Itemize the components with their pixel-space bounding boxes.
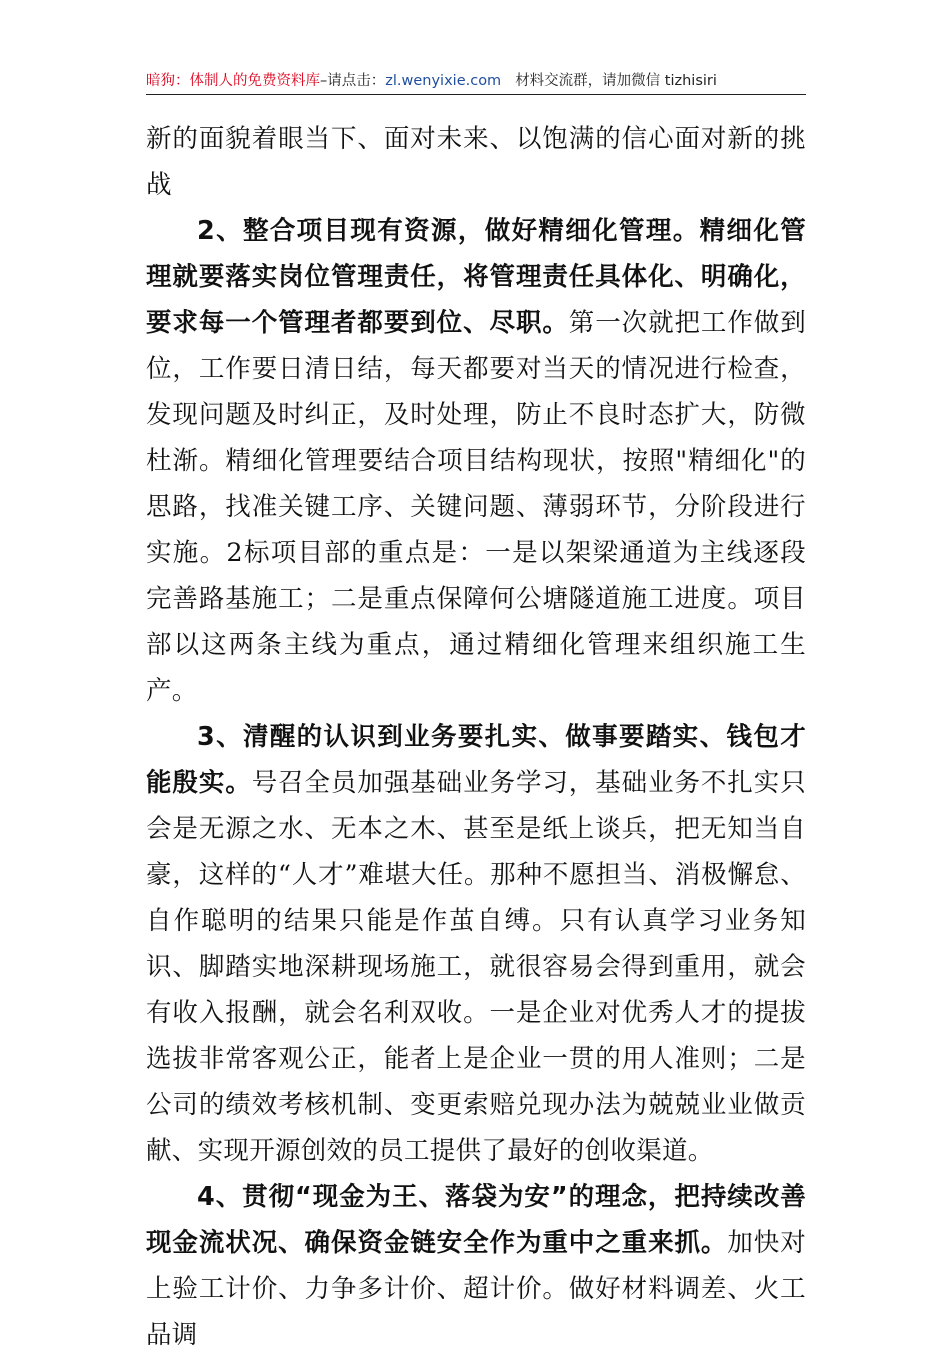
header-brand: 暗狗：体制人的免费资料库 [146, 73, 320, 89]
paragraph-text: 号召全员加强基础业务学习，基础业务不扎实只会是无源之水、无本之木、甚至是纸上谈兵，把无知当自豪，这样的“人才”难堪大任。那种不愿担当、消极懈怠、自作聪明的结果只能是作茧自缚。只有认真学习业务知识、脚踏实地深耕现场施工，就很容易会得到重用，就会有收入报酬，就会名利双收。一是企业对优秀人才的提拔选拔非常客观公正，能者上是企业一贯的用人准则；二是公司的绩效考核机制、变更索赔兑现办法为兢兢业业做贡献、实现开源创效的员工提供了最好的创收渠道。 [146, 768, 806, 1166]
header-contact: 材料交流群，请加微信 tizhisiri [515, 73, 717, 89]
paragraph-section-2 [146, 208, 806, 714]
paragraph-lead: 2、整合项目现有资源，做好精细化管理。精细化管理就要落实岗位管理责任，将管理责任具体化、明确化，要求每一个管理者都要到位、尽职。 [146, 216, 806, 338]
document-body [146, 116, 806, 1358]
paragraph-text: 加快对上验工计价、力争多计价、超计价。做好材料调差、火工品调 [146, 1228, 806, 1350]
paragraph-text: 第一次就把工作做到位，工作要日清日结，每天都要对当天的情况进行检查，发现问题及时纠正，及时处理，防止不良时态扩大，防微杜渐。精细化管理要结合项目结构现状，按照"精细化"的思路，找准关键工序、关键问题、薄弱环节，分阶段进行实施。2标项目部的重点是：一是以架梁通道为主线逐段完善路基施工；二是重点保障何公塘隧道施工进度。项目部以这两条主线为重点，通过精细化管理来组织施工生产。 [146, 308, 806, 706]
header-prompt: –请点击： [320, 73, 386, 89]
paragraph-continuation [146, 116, 806, 208]
paragraph-section-4 [146, 1174, 806, 1358]
paragraph-text: 新的面貌着眼当下、面对未来、以饱满的信心面对新的挑战 [146, 124, 806, 200]
paragraph-lead: 4、贯彻“现金为王、落袋为安”的理念，把持续改善现金流状况、确保资金链安全作为重中之重来抓。 [146, 1182, 806, 1258]
page-header [146, 68, 806, 95]
header-url-link[interactable]: zl.wenyixie.com [385, 73, 502, 89]
paragraph-section-3 [146, 714, 806, 1174]
paragraph-lead: 3、清醒的认识到业务要扎实、做事要踏实、钱包才能殷实。 [146, 722, 806, 798]
